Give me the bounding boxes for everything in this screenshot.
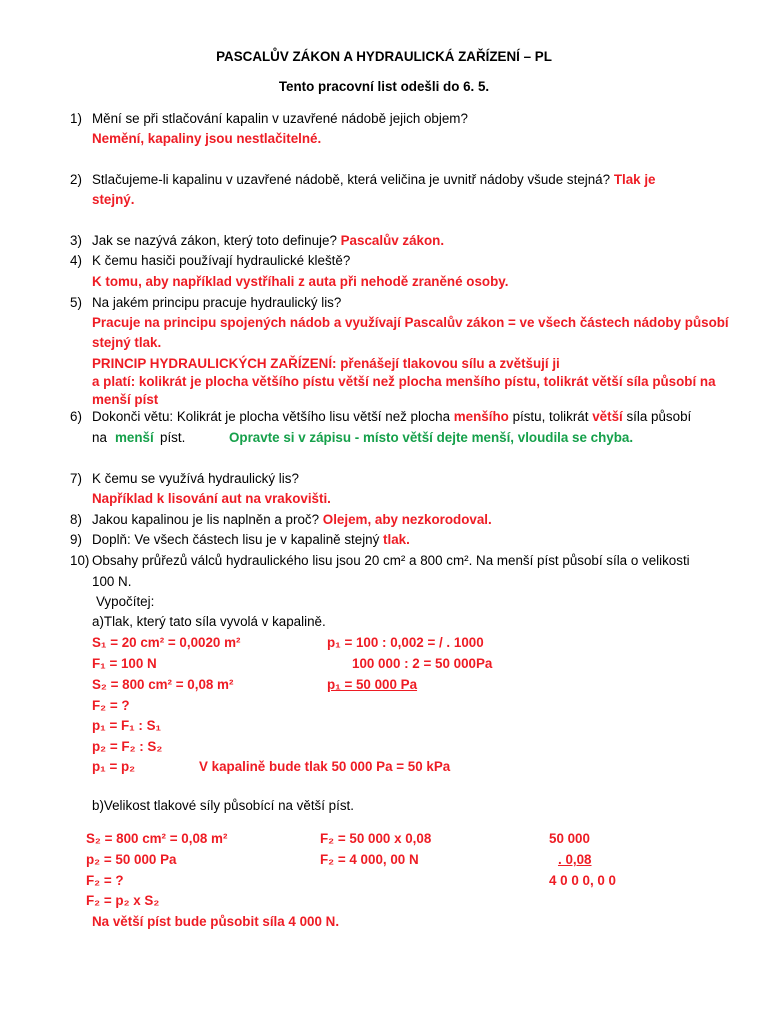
question-text-part: na [92, 430, 107, 445]
answer-word: menší [115, 430, 154, 445]
answer-text: K tomu, aby například vystříhali z auta při nehodě zraněné osoby. [92, 274, 509, 289]
answer-text: Nemění, kapaliny jsou nestlačitelné. [92, 131, 322, 146]
question-number: 1) [70, 111, 82, 126]
question-text [92, 408, 691, 426]
page-title: PASCALŮV ZÁKON A HYDRAULICKÁ ZAŘÍZENÍ – PL [216, 49, 552, 64]
answer-text: menší píst [92, 392, 159, 407]
answer-text: Například k lisování aut na vrakovišti. [92, 491, 331, 506]
question-text [92, 171, 656, 189]
question-text: Obsahy průřezů válců hydraulického lisu jsou 20 cm² a 800 cm². Na menší píst působí síla o velikosti [92, 553, 690, 568]
page-subtitle: Tento pracovní list odešli do 6. 5. [278, 79, 490, 94]
calc-result-line: 4 0 0 0, 0 0 [549, 873, 617, 888]
calc-line: F₂ = 50 000 x 0,08 [320, 831, 432, 846]
answer-text: stejný. [92, 192, 135, 207]
calc-line: p₁ = 100 : 0,002 = / . 1000 [327, 635, 484, 650]
question-text-main: Jak se nazývá zákon, který toto definuje? [92, 233, 337, 248]
question-text-part: Dokonči větu: Kolikrát je plocha většího lisu větší než plocha [92, 409, 451, 424]
question-number: 8) [70, 512, 82, 527]
question-number: 2) [70, 172, 82, 187]
answer-word: větší [592, 409, 623, 424]
calc-line: p₂ = F₂ : S₂ [92, 739, 163, 754]
question-number: 6) [70, 409, 82, 424]
answer-text: a platí: kolikrát je plocha většího pístu větší než plocha menšího pístu, tolikrát větší síla působí na [92, 374, 716, 389]
calc-line: p₁ = p₂ [92, 759, 136, 774]
question-text-main: Doplň: Ve všech částech lisu je v kapalině stejný [92, 532, 380, 547]
calc-line: S₁ = 20 cm² = 0,0020 m² [92, 635, 241, 650]
calc-line: p₂ = 50 000 Pa [86, 852, 177, 867]
answer-word: menšího [453, 409, 509, 424]
calc-line: F₂ = 4 000, 00 N [320, 852, 419, 867]
calc-conclusion: Na větší píst bude působit síla 4 000 N. [92, 914, 340, 929]
answer-text: Tlak je [613, 172, 656, 187]
question-text: 100 N. [92, 574, 132, 589]
calc-line: F₂ = ? [86, 873, 124, 888]
calc-line: F₂ = ? [92, 698, 130, 713]
question-text-part: pístu, tolikrát [512, 409, 589, 424]
answer-text: Olejem, aby nezkorodoval. [322, 512, 492, 527]
answer-text: PRINCIP HYDRAULICKÝCH ZAŘÍZENÍ: přenášejí tlakovou sílu a zvětšují ji [92, 356, 560, 371]
question-text: K čemu se využívá hydraulický lis? [92, 471, 299, 486]
calc-line: S₂ = 800 cm² = 0,08 m² [86, 831, 228, 846]
question-text [92, 232, 444, 250]
instruction-text: Vypočítej: [96, 594, 155, 609]
question-text-part: píst. [160, 430, 186, 445]
answer-text: stejný tlak. [92, 335, 162, 350]
question-text: K čemu hasiči používají hydraulické kleště? [92, 253, 351, 268]
calc-line: 100 000 : 2 = 50 000Pa [352, 656, 493, 671]
calc-line: F₁ = 100 N [92, 656, 157, 671]
calc-line: p₁ = F₁ : S₁ [92, 718, 162, 733]
calc-line: . 0,08 [558, 852, 592, 867]
question-text [92, 531, 410, 549]
subtask-b-label: b)Velikost tlakové síly působící na větší píst. [92, 798, 354, 813]
question-text-main: Jakou kapalinou je lis naplněn a proč? [92, 512, 320, 527]
answer-text: Pascalův zákon. [340, 233, 445, 248]
answer-text: Pracuje na principu spojených nádob a využívají Pascalův zákon = ve všech částech nádoby působí [92, 315, 729, 330]
answer-text: tlak. [383, 532, 410, 547]
calc-conclusion: V kapalině bude tlak 50 000 Pa = 50 kPa [199, 759, 451, 774]
question-text [92, 511, 492, 529]
calc-result-line: p₁ = 50 000 Pa [327, 677, 418, 692]
question-text: Mění se při stlačování kapalin v uzavřené nádobě jejich objem? [92, 111, 468, 126]
question-number: 3) [70, 233, 82, 248]
question-number: 4) [70, 253, 82, 268]
calc-line: F₂ = p₂ x S₂ [86, 893, 160, 908]
question-number: 10) [70, 553, 90, 568]
subtask-a-label: a)Tlak, který tato síla vyvolá v kapalině. [92, 614, 326, 629]
question-number: 5) [70, 295, 82, 310]
question-text-part: síla působí [626, 409, 692, 424]
question-text: Na jakém principu pracuje hydraulický lis? [92, 295, 342, 310]
question-number: 7) [70, 471, 82, 486]
question-number: 9) [70, 532, 82, 547]
calc-line: S₂ = 800 cm² = 0,08 m² [92, 677, 234, 692]
calc-line: 50 000 [549, 831, 590, 846]
question-text-main: Stlačujeme-li kapalinu v uzavřené nádobě, která veličina je uvnitř nádoby všude stejná? [92, 172, 611, 187]
correction-note: Opravte si v zápisu - místo větší dejte menší, vloudila se chyba. [229, 430, 634, 445]
